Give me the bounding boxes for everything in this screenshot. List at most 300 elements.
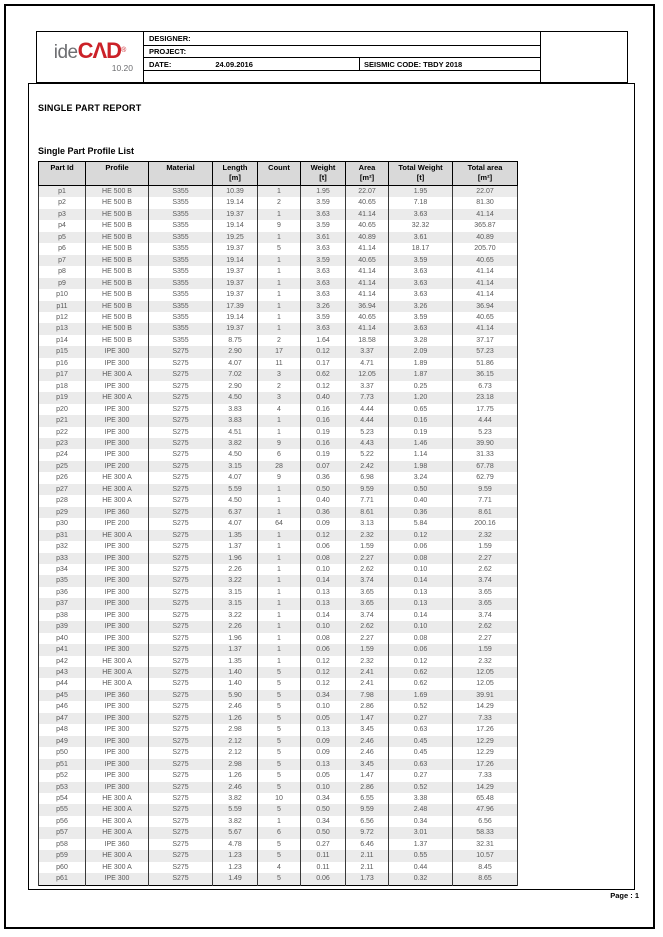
table-cell: 3.28 — [389, 335, 453, 346]
table-cell: 2.98 — [213, 724, 258, 735]
table-cell: IPE 300 — [86, 701, 149, 712]
table-cell: 4.51 — [213, 427, 258, 438]
table-cell: 4 — [258, 404, 301, 415]
table-cell: 0.10 — [301, 564, 346, 575]
table-cell: S275 — [149, 404, 213, 415]
profile-table-body — [39, 186, 518, 886]
table-cell: 3.15 — [213, 598, 258, 609]
table-cell: 3.26 — [389, 301, 453, 312]
table-cell: 0.12 — [301, 530, 346, 541]
table-cell: 40.65 — [346, 312, 389, 323]
table-cell: S275 — [149, 449, 213, 460]
table-cell: p13 — [39, 323, 86, 334]
table-row — [39, 392, 518, 403]
table-cell: 0.06 — [301, 541, 346, 552]
table-cell: 0.13 — [389, 587, 453, 598]
table-cell: 18.58 — [346, 335, 389, 346]
table-cell: S275 — [149, 541, 213, 552]
table-cell: 1.95 — [389, 186, 453, 198]
table-cell: 9.59 — [453, 484, 518, 495]
table-cell: 0.50 — [301, 804, 346, 815]
report-header-table — [36, 31, 628, 83]
table-cell: 6.46 — [346, 839, 389, 850]
table-cell: 1.69 — [389, 690, 453, 701]
table-cell: 17 — [258, 346, 301, 357]
table-cell: S355 — [149, 289, 213, 300]
table-cell: 0.13 — [301, 598, 346, 609]
table-row — [39, 587, 518, 598]
table-cell: 8.65 — [453, 873, 518, 885]
table-cell: 0.19 — [301, 449, 346, 460]
column-header — [389, 162, 453, 186]
table-cell: 1.64 — [301, 335, 346, 346]
table-cell: 19.25 — [213, 232, 258, 243]
seismic-code-cell — [360, 58, 540, 70]
table-cell: 1.35 — [213, 530, 258, 541]
table-cell: p37 — [39, 598, 86, 609]
table-cell: 6.56 — [346, 816, 389, 827]
table-cell: p21 — [39, 415, 86, 426]
table-row — [39, 415, 518, 426]
table-cell: 0.40 — [301, 495, 346, 506]
column-header — [258, 162, 301, 186]
column-header — [453, 162, 518, 186]
table-cell: 5 — [258, 759, 301, 770]
table-cell: 41.14 — [346, 209, 389, 220]
table-cell: 0.13 — [301, 724, 346, 735]
table-cell: 1.46 — [389, 438, 453, 449]
table-cell: 3.83 — [213, 404, 258, 415]
table-cell: 3.45 — [346, 724, 389, 735]
table-cell: S275 — [149, 530, 213, 541]
table-cell: 41.14 — [346, 323, 389, 334]
table-cell: 2.32 — [453, 656, 518, 667]
table-cell: 9.59 — [346, 484, 389, 495]
table-cell: S275 — [149, 816, 213, 827]
table-cell: p7 — [39, 255, 86, 266]
table-row — [39, 713, 518, 724]
table-cell: 5.22 — [346, 449, 389, 460]
table-row — [39, 644, 518, 655]
table-cell: HE 300 A — [86, 850, 149, 861]
table-cell: S275 — [149, 461, 213, 472]
table-cell: S355 — [149, 197, 213, 208]
table-cell: 0.06 — [301, 873, 346, 885]
table-cell: 2.41 — [346, 667, 389, 678]
table-cell: 2.46 — [213, 782, 258, 793]
table-cell: IPE 300 — [86, 747, 149, 758]
table-cell: p58 — [39, 839, 86, 850]
table-row — [39, 335, 518, 346]
table-cell: 0.40 — [389, 495, 453, 506]
table-cell: p28 — [39, 495, 86, 506]
registered-mark-icon: ® — [121, 47, 127, 54]
table-cell: 5 — [258, 713, 301, 724]
table-cell: 2.26 — [213, 621, 258, 632]
table-cell: 7.98 — [346, 690, 389, 701]
table-cell: 64 — [258, 518, 301, 529]
table-cell: 3.63 — [389, 209, 453, 220]
table-cell: 3.65 — [346, 587, 389, 598]
table-cell: S275 — [149, 518, 213, 529]
table-cell: 0.10 — [301, 621, 346, 632]
table-row — [39, 610, 518, 621]
column-unit — [149, 173, 212, 183]
table-cell: 9 — [258, 220, 301, 231]
table-cell: HE 300 A — [86, 472, 149, 483]
table-row — [39, 289, 518, 300]
table-cell: p39 — [39, 621, 86, 632]
table-cell: 3.82 — [213, 816, 258, 827]
table-cell: 5 — [258, 736, 301, 747]
table-cell: 1.49 — [213, 873, 258, 885]
column-unit: [m] — [229, 173, 241, 182]
table-row — [39, 346, 518, 357]
table-cell: 12.05 — [346, 369, 389, 380]
table-cell: 2.32 — [453, 530, 518, 541]
report-title: SINGLE PART REPORT — [38, 103, 142, 113]
table-cell: 0.14 — [301, 575, 346, 586]
table-row — [39, 770, 518, 781]
column-label: Part Id — [50, 163, 74, 172]
table-cell: p25 — [39, 461, 86, 472]
table-cell: p46 — [39, 701, 86, 712]
table-cell: 0.27 — [301, 839, 346, 850]
table-cell: 0.34 — [301, 793, 346, 804]
table-cell: S275 — [149, 358, 213, 369]
table-cell: 7.71 — [453, 495, 518, 506]
table-cell: p20 — [39, 404, 86, 415]
table-row — [39, 656, 518, 667]
table-cell: IPE 300 — [86, 358, 149, 369]
table-cell: 7.18 — [389, 197, 453, 208]
table-cell: 1 — [258, 575, 301, 586]
table-row — [39, 209, 518, 220]
table-row — [39, 266, 518, 277]
table-row — [39, 747, 518, 758]
table-cell: 0.11 — [301, 862, 346, 873]
column-label: Profile — [105, 163, 129, 172]
table-cell: 0.14 — [301, 610, 346, 621]
table-cell: 3.59 — [301, 220, 346, 231]
table-cell: 3.83 — [213, 415, 258, 426]
table-cell: 19.37 — [213, 266, 258, 277]
profile-table-header-row — [39, 162, 518, 186]
table-cell: 1 — [258, 427, 301, 438]
table-cell: 1.37 — [213, 644, 258, 655]
table-cell: p32 — [39, 541, 86, 552]
table-cell: 6.56 — [453, 816, 518, 827]
table-cell: 3.82 — [213, 438, 258, 449]
table-row — [39, 564, 518, 575]
table-cell: IPE 300 — [86, 564, 149, 575]
table-cell: 0.65 — [389, 404, 453, 415]
table-cell: 12.29 — [453, 736, 518, 747]
table-cell: 5 — [258, 804, 301, 815]
table-cell: HE 500 B — [86, 197, 149, 208]
table-cell: 39.90 — [453, 438, 518, 449]
table-cell: 5 — [258, 724, 301, 735]
table-row — [39, 701, 518, 712]
table-cell: 1 — [258, 633, 301, 644]
table-cell: 1 — [258, 255, 301, 266]
table-cell: 0.16 — [389, 415, 453, 426]
table-cell: 19.37 — [213, 209, 258, 220]
table-row — [39, 598, 518, 609]
column-header — [86, 162, 149, 186]
table-cell: S275 — [149, 598, 213, 609]
table-row — [39, 621, 518, 632]
table-cell: 0.10 — [301, 701, 346, 712]
table-cell: 0.10 — [389, 564, 453, 575]
table-cell: 5 — [258, 667, 301, 678]
table-cell: HE 500 B — [86, 220, 149, 231]
table-cell: 41.14 — [346, 278, 389, 289]
table-cell: HE 300 A — [86, 656, 149, 667]
table-cell: 0.36 — [301, 507, 346, 518]
table-cell: p55 — [39, 804, 86, 815]
table-row — [39, 427, 518, 438]
table-cell: 0.12 — [301, 667, 346, 678]
table-cell: HE 300 A — [86, 862, 149, 873]
table-row — [39, 633, 518, 644]
table-cell: p33 — [39, 553, 86, 564]
table-cell: 23.18 — [453, 392, 518, 403]
table-cell: 3.22 — [213, 610, 258, 621]
table-cell: 6.55 — [346, 793, 389, 804]
table-cell: p10 — [39, 289, 86, 300]
table-cell: 1.37 — [213, 541, 258, 552]
table-cell: 4.07 — [213, 472, 258, 483]
table-cell: 1.26 — [213, 713, 258, 724]
table-cell: 7.71 — [346, 495, 389, 506]
table-cell: 3.63 — [301, 289, 346, 300]
table-cell: S275 — [149, 747, 213, 758]
table-cell: S275 — [149, 587, 213, 598]
table-cell: p18 — [39, 381, 86, 392]
table-cell: S275 — [149, 839, 213, 850]
idecad-logo — [53, 38, 127, 64]
table-row — [39, 278, 518, 289]
table-cell: HE 500 B — [86, 335, 149, 346]
table-cell: 1 — [258, 484, 301, 495]
table-cell: S275 — [149, 736, 213, 747]
table-cell: 0.63 — [389, 759, 453, 770]
table-cell: p41 — [39, 644, 86, 655]
column-unit — [86, 173, 148, 183]
column-label: Weight — [310, 163, 336, 172]
table-cell: 0.08 — [389, 633, 453, 644]
table-cell: 40.89 — [453, 232, 518, 243]
table-row — [39, 575, 518, 586]
table-cell: IPE 300 — [86, 713, 149, 724]
table-cell: 3.59 — [301, 255, 346, 266]
table-cell: S355 — [149, 278, 213, 289]
project-row — [144, 46, 540, 58]
table-cell: 0.12 — [301, 656, 346, 667]
table-cell: 0.08 — [389, 553, 453, 564]
column-label: Total Weight — [398, 163, 443, 172]
table-cell: 0.12 — [389, 656, 453, 667]
table-cell: S275 — [149, 782, 213, 793]
table-row — [39, 197, 518, 208]
project-label: PROJECT: — [149, 47, 187, 56]
table-cell: 40.65 — [346, 197, 389, 208]
single-part-profile-table — [38, 161, 518, 886]
table-cell: 3.45 — [346, 759, 389, 770]
table-cell: 0.12 — [389, 530, 453, 541]
table-cell: 0.62 — [301, 369, 346, 380]
table-cell: 0.62 — [389, 678, 453, 689]
table-cell: 0.13 — [301, 759, 346, 770]
table-cell: S275 — [149, 850, 213, 861]
table-row — [39, 255, 518, 266]
table-cell: p45 — [39, 690, 86, 701]
table-row — [39, 724, 518, 735]
table-cell: HE 500 B — [86, 278, 149, 289]
table-cell: 3.37 — [346, 381, 389, 392]
table-cell: S275 — [149, 633, 213, 644]
table-cell: 0.16 — [301, 404, 346, 415]
table-cell: 10 — [258, 793, 301, 804]
table-cell: 19.37 — [213, 289, 258, 300]
table-cell: S355 — [149, 243, 213, 254]
table-cell: 5 — [258, 873, 301, 885]
table-cell: p43 — [39, 667, 86, 678]
table-row — [39, 495, 518, 506]
table-cell: 0.14 — [389, 610, 453, 621]
table-cell: IPE 300 — [86, 575, 149, 586]
table-cell: HE 500 B — [86, 312, 149, 323]
table-cell: 3.26 — [301, 301, 346, 312]
seismic-code-label: SEISMIC CODE: TBDY 2018 — [364, 59, 463, 69]
table-cell: 3.63 — [301, 266, 346, 277]
table-cell: 1 — [258, 564, 301, 575]
table-cell: S275 — [149, 827, 213, 838]
table-cell: 6 — [258, 449, 301, 460]
table-cell: 0.05 — [301, 713, 346, 724]
table-cell: 3.15 — [213, 587, 258, 598]
table-row — [39, 667, 518, 678]
table-cell: p31 — [39, 530, 86, 541]
table-cell: 7.33 — [453, 770, 518, 781]
table-cell: S275 — [149, 346, 213, 357]
table-cell: S275 — [149, 495, 213, 506]
column-header — [149, 162, 213, 186]
table-cell: 9 — [258, 472, 301, 483]
table-cell: 22.07 — [453, 186, 518, 198]
designer-row — [144, 32, 540, 46]
table-cell: IPE 360 — [86, 690, 149, 701]
table-cell: p4 — [39, 220, 86, 231]
table-cell: 5.59 — [213, 484, 258, 495]
table-cell: 1 — [258, 587, 301, 598]
table-cell: HE 300 A — [86, 369, 149, 380]
table-row — [39, 449, 518, 460]
table-cell: 3.59 — [389, 312, 453, 323]
table-cell: 0.16 — [301, 438, 346, 449]
table-cell: 0.19 — [389, 427, 453, 438]
table-cell: 4.50 — [213, 449, 258, 460]
table-cell: S275 — [149, 438, 213, 449]
table-cell: 0.13 — [389, 598, 453, 609]
table-cell: 0.12 — [301, 678, 346, 689]
table-row — [39, 220, 518, 231]
table-cell: S275 — [149, 621, 213, 632]
table-cell: 2.27 — [346, 553, 389, 564]
table-cell: 2.27 — [453, 633, 518, 644]
table-cell: 22.07 — [346, 186, 389, 198]
table-cell: 2.32 — [346, 656, 389, 667]
table-cell: 0.06 — [389, 644, 453, 655]
table-cell: 6.98 — [346, 472, 389, 483]
table-cell: 3.15 — [213, 461, 258, 472]
table-cell: 5 — [258, 243, 301, 254]
table-cell: 2.42 — [346, 461, 389, 472]
table-cell: p17 — [39, 369, 86, 380]
table-cell: p15 — [39, 346, 86, 357]
table-cell: 32.31 — [453, 839, 518, 850]
table-cell: 19.14 — [213, 197, 258, 208]
table-cell: IPE 200 — [86, 518, 149, 529]
table-cell: 3.74 — [453, 610, 518, 621]
table-cell: S275 — [149, 369, 213, 380]
profile-table-head — [39, 162, 518, 186]
header-fields — [144, 32, 541, 82]
table-row — [39, 736, 518, 747]
table-cell: IPE 300 — [86, 621, 149, 632]
table-cell: 6.37 — [213, 507, 258, 518]
table-cell: 1 — [258, 553, 301, 564]
table-cell: IPE 300 — [86, 759, 149, 770]
table-cell: 3.59 — [301, 312, 346, 323]
table-cell: S275 — [149, 862, 213, 873]
table-cell: 5 — [258, 782, 301, 793]
table-cell: 0.27 — [389, 713, 453, 724]
table-cell: HE 300 A — [86, 392, 149, 403]
table-cell: S275 — [149, 701, 213, 712]
table-cell: 1.59 — [453, 644, 518, 655]
table-cell: 1 — [258, 656, 301, 667]
table-row — [39, 782, 518, 793]
table-cell: IPE 300 — [86, 770, 149, 781]
table-cell: 2.41 — [346, 678, 389, 689]
table-cell: 47.96 — [453, 804, 518, 815]
table-row — [39, 862, 518, 873]
table-cell: p51 — [39, 759, 86, 770]
column-unit: [m²] — [477, 173, 493, 182]
table-cell: HE 500 B — [86, 243, 149, 254]
table-row — [39, 358, 518, 369]
table-cell: HE 300 A — [86, 530, 149, 541]
table-cell: 17.75 — [453, 404, 518, 415]
table-cell: S275 — [149, 724, 213, 735]
table-cell: 2 — [258, 381, 301, 392]
table-cell: 1.95 — [301, 186, 346, 198]
table-cell: 4.43 — [346, 438, 389, 449]
table-cell: 65.48 — [453, 793, 518, 804]
table-cell: 2.27 — [346, 633, 389, 644]
table-cell: 1 — [258, 530, 301, 541]
table-cell: 0.34 — [301, 816, 346, 827]
table-cell: S275 — [149, 713, 213, 724]
table-cell: 5 — [258, 701, 301, 712]
table-cell: 41.14 — [453, 278, 518, 289]
table-cell: 5.90 — [213, 690, 258, 701]
table-cell: IPE 300 — [86, 415, 149, 426]
table-cell: 4.44 — [346, 404, 389, 415]
table-cell: 3.24 — [389, 472, 453, 483]
